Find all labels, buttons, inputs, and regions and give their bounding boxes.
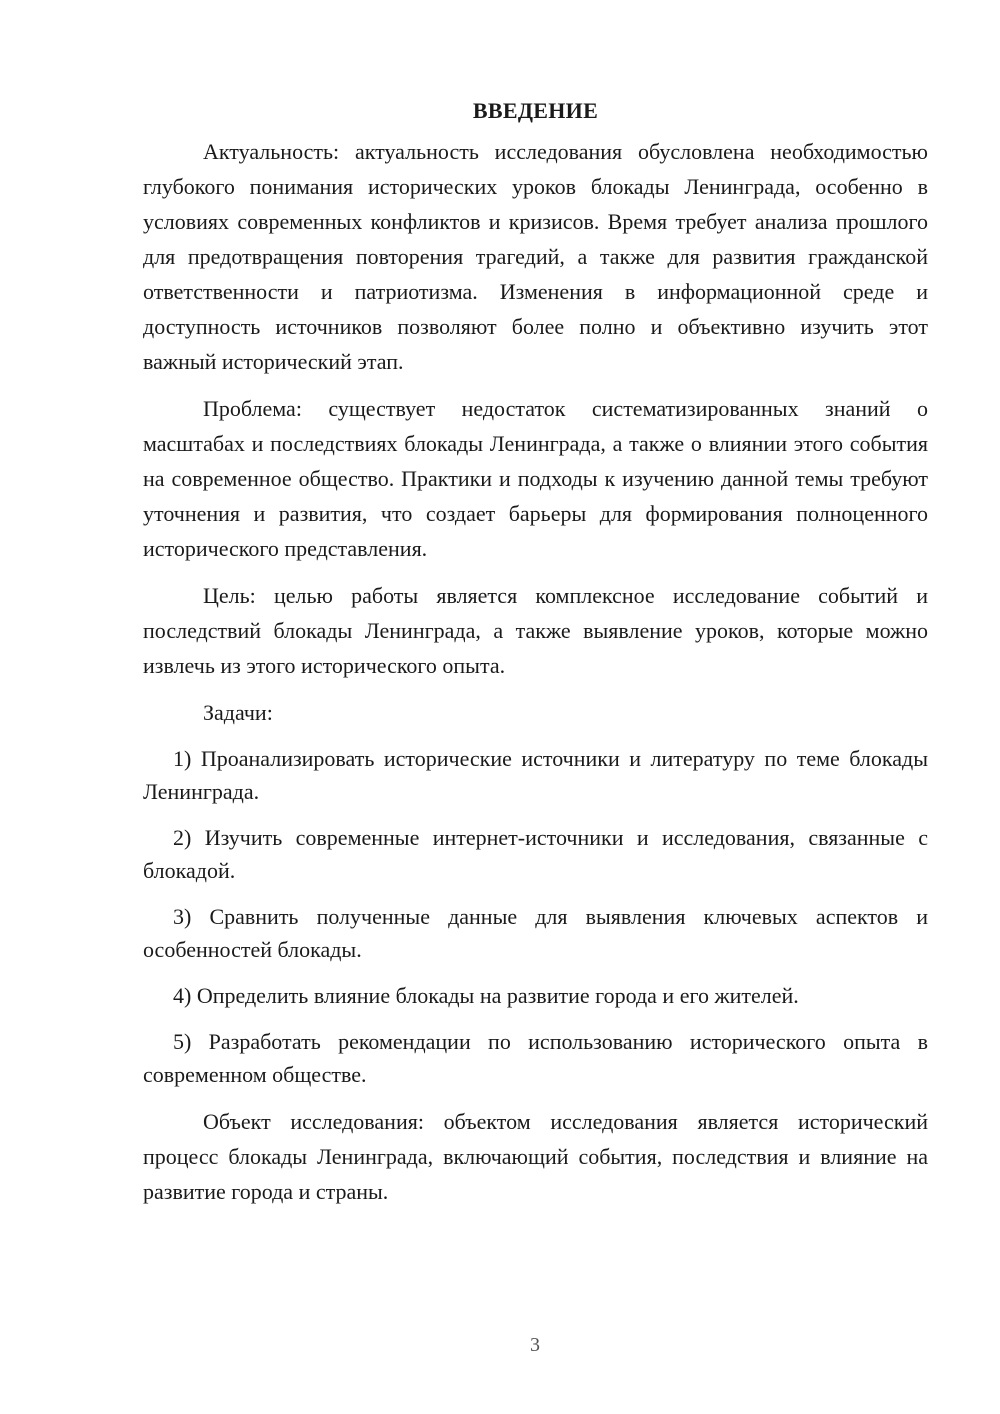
task-item: 3) Сравнить полученные данные для выявления ключевых аспектов и особенностей блокады. <box>143 904 928 962</box>
object-paragraph: Объект исследования: объектом исследования является исторический процесс блокады Ленинграда, включающий события, последствия и влияние на развитие города и страны. <box>143 1109 928 1204</box>
goal-paragraph: Цель: целью работы является комплексное исследование событий и последствий блокады Ленинграда, а также выявление уроков, которые можно извлечь из этого исторического опыта. <box>143 583 928 678</box>
problem-paragraph: Проблема: существует недостаток систематизированных знаний о масштабах и последствиях блокады Ленинграда, а также о влиянии этого события на современное общество. Практики и подходы к изучению данной темы требуют уточнения и развития, что создает барьеры для формирования полноценного исторического представления. <box>143 396 928 561</box>
page-number: 3 <box>530 1334 540 1356</box>
task-item: 4) Определить влияние блокады на развитие города и его жителей. <box>173 983 799 1008</box>
task-item: 5) Разработать рекомендации по использованию исторического опыта в современном обществе. <box>143 1029 928 1087</box>
document-page <box>143 96 928 1221</box>
task-item: 1) Проанализировать исторические источники и литературу по теме блокады Ленинграда. <box>143 746 928 804</box>
task-item: 2) Изучить современные интернет-источники и исследования, связанные с блокадой. <box>143 825 928 883</box>
tasks-heading: Задачи: <box>203 700 273 725</box>
relevance-paragraph: Актуальность: актуальность исследования обусловлена необходимостью глубокого понимания исторических уроков блокады Ленинграда, особенно в условиях современных конфликтов и кризисов. Время требует анализа прошлого для предотвращения повторения трагедий, а также для развития гражданской ответственности и патриотизма. Изменения в информационной среде и доступность источников позволяют более полно и объективно изучить этот важный исторический этап. <box>143 139 928 374</box>
section-heading: ВВЕДЕНИЕ <box>472 98 599 123</box>
tasks-list <box>143 742 928 1091</box>
